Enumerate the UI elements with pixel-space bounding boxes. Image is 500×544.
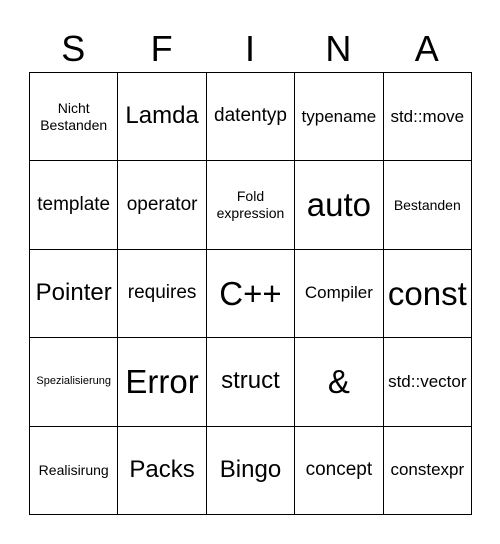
header-letter-s: S	[61, 28, 86, 69]
bingo-cell: Fold expression	[207, 161, 295, 249]
bingo-cell: Bingo	[207, 427, 295, 515]
bingo-cell: operator	[118, 161, 206, 249]
bingo-cell: Compiler	[295, 250, 383, 338]
bingo-board	[29, 72, 472, 515]
bingo-cell: Bestanden	[384, 161, 472, 249]
bingo-cell: datentyp	[207, 73, 295, 161]
bingo-cell: concept	[295, 427, 383, 515]
header-letter-a: A	[414, 28, 439, 69]
bingo-cell: std::vector	[384, 338, 472, 426]
bingo-cell: const	[384, 250, 472, 338]
bingo-cell: constexpr	[384, 427, 472, 515]
bingo-cell: Lamda	[118, 73, 206, 161]
bingo-cell: std::move	[384, 73, 472, 161]
bingo-cell: Packs	[118, 427, 206, 515]
bingo-cell: &	[295, 338, 383, 426]
bingo-cell: Pointer	[30, 250, 118, 338]
bingo-cell: Spezialisierung	[30, 338, 118, 426]
bingo-cell: auto	[295, 161, 383, 249]
header-letter-i: I	[244, 28, 255, 69]
bingo-cell: Nicht Bestanden	[30, 73, 118, 161]
bingo-cell: Realisirung	[30, 427, 118, 515]
header-letter-f: F	[150, 28, 173, 69]
bingo-cell: Error	[118, 338, 206, 426]
bingo-cell: template	[30, 161, 118, 249]
bingo-header	[29, 26, 471, 72]
header-letter-n: N	[325, 28, 352, 69]
bingo-cell: C++	[207, 250, 295, 338]
bingo-cell: typename	[295, 73, 383, 161]
bingo-cell: requires	[118, 250, 206, 338]
bingo-cell: struct	[207, 338, 295, 426]
